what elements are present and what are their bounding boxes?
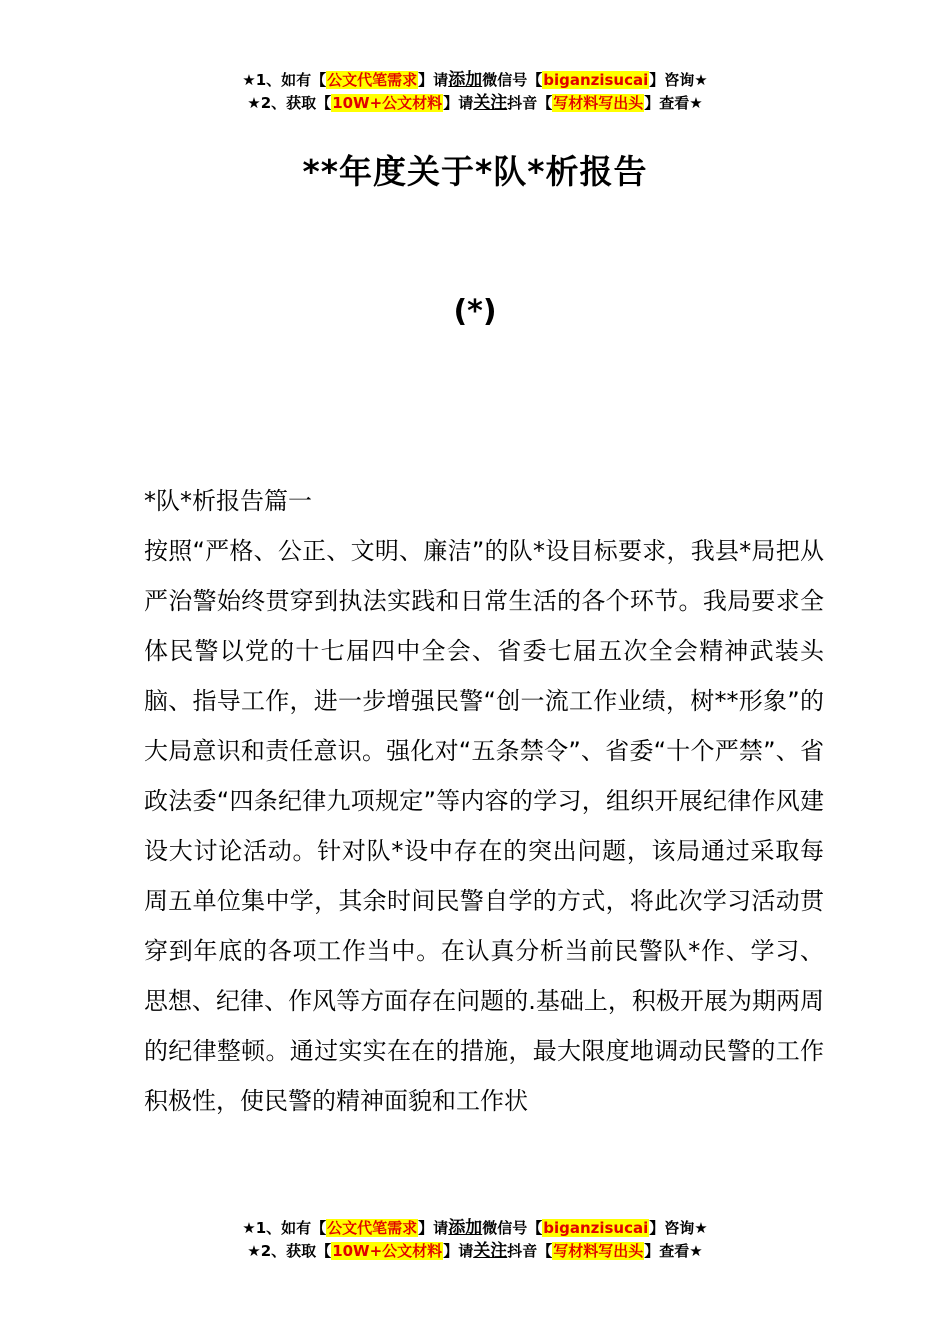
banner-text: 抖音【 bbox=[507, 94, 553, 112]
banner-text: 微信号【 bbox=[482, 1219, 543, 1237]
banner-text: ★1、如有【 bbox=[242, 71, 327, 89]
highlight-wechat-id: biganzisucai bbox=[543, 1219, 649, 1237]
banner-text: 抖音【 bbox=[507, 1242, 553, 1260]
banner-text: 】请 bbox=[418, 71, 449, 89]
highlight-materials: 10W+公文材料 bbox=[332, 94, 443, 112]
banner-emphasis: 添加 bbox=[448, 1218, 483, 1238]
banner-text: 微信号【 bbox=[482, 71, 543, 89]
header-banner bbox=[0, 69, 950, 115]
banner-text: ★1、如有【 bbox=[242, 1219, 327, 1237]
banner-emphasis: 添加 bbox=[448, 70, 483, 90]
section-heading: *队*析报告篇一 bbox=[144, 487, 312, 515]
banner-text: 】请 bbox=[443, 94, 474, 112]
banner-line-2 bbox=[0, 1240, 950, 1263]
banner-emphasis: 关注 bbox=[473, 1241, 508, 1261]
banner-line-1 bbox=[0, 69, 950, 92]
banner-text: ★2、获取【 bbox=[247, 94, 332, 112]
highlight-douyin: 写材料写出头 bbox=[553, 1242, 644, 1260]
banner-text: 】查看★ bbox=[644, 94, 703, 112]
banner-line-1 bbox=[0, 1217, 950, 1240]
banner-text: 】咨询★ bbox=[649, 1219, 708, 1237]
highlight-service: 公文代笔需求 bbox=[327, 1219, 418, 1237]
banner-text: 】请 bbox=[443, 1242, 474, 1260]
body-paragraph: 按照“严格、公正、文明、廉洁”的队*设目标要求，我县*局把从严治警始终贯穿到执法实践和日常生活的各个环节。我局要求全体民警以党的十七届四中全会、省委七届五次全会精神武装头脑、指导工作，进一步增强民警“创一流工作业绩，树**形象”的大局意识和责任意识。强化对“五条禁令”、省委“十个严禁”、省政法委“四条纪律九项规定”等内容的学习，组织开展纪律作风建设大讨论活动。针对队*设中存在的突出问题，该局通过采取每周五单位集中学，其余时间民警自学的方式，将此次学习活动贯穿到年底的各项工作当中。在认真分析当前民警队*作、学习、思想、纪律、作风等方面存在问题的.基础上，积极开展为期两周的纪律整顿。通过实实在在的措施，最大限度地调动民警的工作积极性，使民警的精神面貌和工作状 bbox=[144, 537, 824, 1115]
document-subtitle: (*) bbox=[453, 294, 497, 329]
banner-text: 】请 bbox=[418, 1219, 449, 1237]
banner-emphasis: 关注 bbox=[473, 93, 508, 113]
highlight-service: 公文代笔需求 bbox=[327, 71, 418, 89]
banner-line-2 bbox=[0, 92, 950, 115]
highlight-wechat-id: biganzisucai bbox=[543, 71, 649, 89]
footer-banner bbox=[0, 1217, 950, 1263]
banner-text: ★2、获取【 bbox=[247, 1242, 332, 1260]
highlight-douyin: 写材料写出头 bbox=[553, 94, 644, 112]
banner-text: 】咨询★ bbox=[649, 71, 708, 89]
document-body bbox=[144, 476, 824, 1126]
banner-text: 】查看★ bbox=[644, 1242, 703, 1260]
document-title: **年度关于*队*析报告 bbox=[302, 152, 648, 191]
highlight-materials: 10W+公文材料 bbox=[332, 1242, 443, 1260]
